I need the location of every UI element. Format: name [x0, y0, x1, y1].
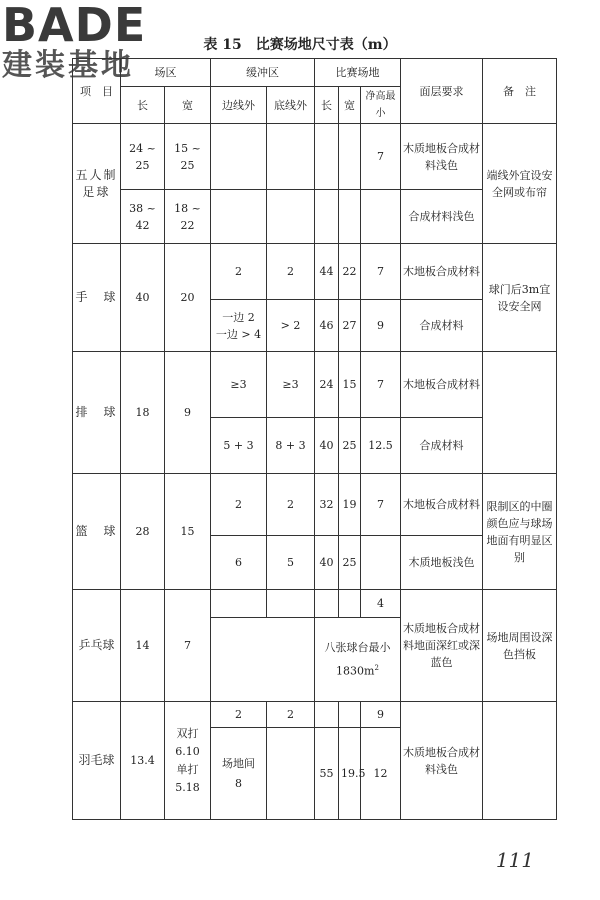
tabletennis-base-1: [267, 590, 315, 618]
volleyball-side-2: 5 + 3: [211, 418, 267, 474]
header-sideline: 边线外: [211, 87, 267, 124]
volleyball-surface-1: 木地板合成材料: [401, 352, 483, 418]
row-handball-name: 手 球: [73, 244, 121, 352]
handball-side-1: 2: [211, 244, 267, 300]
row-volleyball-name: 排 球: [73, 352, 121, 474]
handball-base-1: 2: [267, 244, 315, 300]
tabletennis-area-value: 1830m: [336, 664, 375, 678]
volleyball-base-2: 8 + 3: [267, 418, 315, 474]
header-length: 长: [121, 87, 165, 124]
tabletennis-len: 14: [121, 590, 165, 702]
handball-h-2: 9: [361, 300, 401, 352]
futsal-surface-2: 合成材料浅色: [401, 190, 483, 244]
tabletennis-area: [315, 618, 401, 702]
tabletennis-wid: 7: [165, 590, 211, 702]
basketball-clen-2: 40: [315, 536, 339, 590]
badminton-h-2: 12: [361, 728, 401, 820]
basketball-cwid-2: 25: [339, 536, 361, 590]
tabletennis-surface: 木质地板合成材料地面深红或深蓝色: [401, 590, 483, 702]
row-badminton-name: 羽毛球: [73, 702, 121, 820]
futsal-wid-2: 18 ~ 22: [165, 190, 211, 244]
futsal-surface-1: 木质地板合成材料浅色: [401, 124, 483, 190]
basketball-len: 28: [121, 474, 165, 590]
tabletennis-area-sup: 2: [374, 663, 379, 672]
futsal-base-1: [267, 124, 315, 190]
tabletennis-clen-1: [315, 590, 339, 618]
handball-surface-2: 合成材料: [401, 300, 483, 352]
header-competition: 比赛场地: [315, 59, 401, 87]
header-comp-length: 长: [315, 87, 339, 124]
volleyball-h-1: 7: [361, 352, 401, 418]
logo-text-bottom: 建装基地: [2, 48, 134, 83]
basketball-h-2: [361, 536, 401, 590]
badminton-side-2: 场地间 8: [211, 728, 267, 820]
futsal-wid-1: 15 ~ 25: [165, 124, 211, 190]
basketball-wid: 15: [165, 474, 211, 590]
badminton-len: 13.4: [121, 702, 165, 820]
tabletennis-note: 场地周围设深色挡板: [483, 590, 557, 702]
tabletennis-buffer-2: [211, 618, 315, 702]
header-width: 宽: [165, 87, 211, 124]
badminton-base-1: 2: [267, 702, 315, 728]
volleyball-len: 18: [121, 352, 165, 474]
handball-cwid-2: 27: [339, 300, 361, 352]
row-basketball-name: 篮 球: [73, 474, 121, 590]
futsal-len-1: 24 ~ 25: [121, 124, 165, 190]
page-number: 111: [495, 848, 534, 872]
volleyball-note: [483, 352, 557, 474]
badminton-note: [483, 702, 557, 820]
header-baseline: 底线外: [267, 87, 315, 124]
venue-size-table: [72, 58, 557, 820]
volleyball-wid: 9: [165, 352, 211, 474]
handball-base-2: > 2: [267, 300, 315, 352]
volleyball-clen-1: 24: [315, 352, 339, 418]
volleyball-base-1: ≥3: [267, 352, 315, 418]
handball-len: 40: [121, 244, 165, 352]
logo-text-top: BADE: [2, 0, 147, 52]
futsal-h-2: [361, 190, 401, 244]
basketball-base-2: 5: [267, 536, 315, 590]
handball-wid: 20: [165, 244, 211, 352]
header-surface: 面层要求: [401, 59, 483, 124]
volleyball-clen-2: 40: [315, 418, 339, 474]
handball-side-2: 一边 2 一边 > 4: [211, 300, 267, 352]
handball-clen-2: 46: [315, 300, 339, 352]
volleyball-surface-2: 合成材料: [401, 418, 483, 474]
futsal-side-1: [211, 124, 267, 190]
futsal-note: 端线外宜设安全网或布帘: [483, 124, 557, 244]
basketball-surface-2: 木质地板浅色: [401, 536, 483, 590]
tabletennis-cwid-1: [339, 590, 361, 618]
badminton-cwid-2: 19.5: [339, 728, 361, 820]
header-comp-width: 宽: [339, 87, 361, 124]
futsal-cwid-1: [339, 124, 361, 190]
header-notes: 备 注: [483, 59, 557, 124]
row-futsal-name: 五人制足球: [73, 124, 121, 244]
volleyball-cwid-1: 15: [339, 352, 361, 418]
basketball-h-1: 7: [361, 474, 401, 536]
basketball-note: 限制区的中圈颜色应与球场地面有明显区别: [483, 474, 557, 590]
header-venue: 场区: [121, 59, 211, 87]
table-caption: 表 15 比赛场地尺寸表（m）: [203, 37, 397, 53]
handball-h-1: 7: [361, 244, 401, 300]
badminton-cwid-1: [339, 702, 361, 728]
badminton-clen-1: [315, 702, 339, 728]
badminton-surface: 木质地板合成材料浅色: [401, 702, 483, 820]
basketball-cwid-1: 19: [339, 474, 361, 536]
tabletennis-area-label: 八张球台最小: [324, 640, 391, 654]
futsal-clen-1: [315, 124, 339, 190]
header-buffer: 缓冲区: [211, 59, 315, 87]
badminton-side-1: 2: [211, 702, 267, 728]
row-tabletennis-name: 乒乓球: [73, 590, 121, 702]
futsal-clen-2: [315, 190, 339, 244]
basketball-clen-1: 32: [315, 474, 339, 536]
futsal-side-2: [211, 190, 267, 244]
badminton-base-2: [267, 728, 315, 820]
volleyball-cwid-2: 25: [339, 418, 361, 474]
handball-cwid-1: 22: [339, 244, 361, 300]
tabletennis-h: 4: [361, 590, 401, 618]
futsal-len-2: 38 ~ 42: [121, 190, 165, 244]
futsal-base-2: [267, 190, 315, 244]
futsal-cwid-2: [339, 190, 361, 244]
header-project: 项 目: [73, 59, 121, 124]
basketball-surface-1: 木地板合成材料: [401, 474, 483, 536]
volleyball-h-2: 12.5: [361, 418, 401, 474]
header-clear-height: 净高最小: [361, 87, 401, 124]
handball-surface-1: 木地板合成材料: [401, 244, 483, 300]
futsal-h-1: 7: [361, 124, 401, 190]
volleyball-side-1: ≥3: [211, 352, 267, 418]
badminton-h-1: 9: [361, 702, 401, 728]
badminton-clen-2: 55: [315, 728, 339, 820]
handball-clen-1: 44: [315, 244, 339, 300]
handball-note: 球门后3m宜设安全网: [483, 244, 557, 352]
badminton-wid: 双打 6.10 单打 5.18: [165, 702, 211, 820]
basketball-base-1: 2: [267, 474, 315, 536]
basketball-side-1: 2: [211, 474, 267, 536]
basketball-side-2: 6: [211, 536, 267, 590]
tabletennis-side-1: [211, 590, 267, 618]
